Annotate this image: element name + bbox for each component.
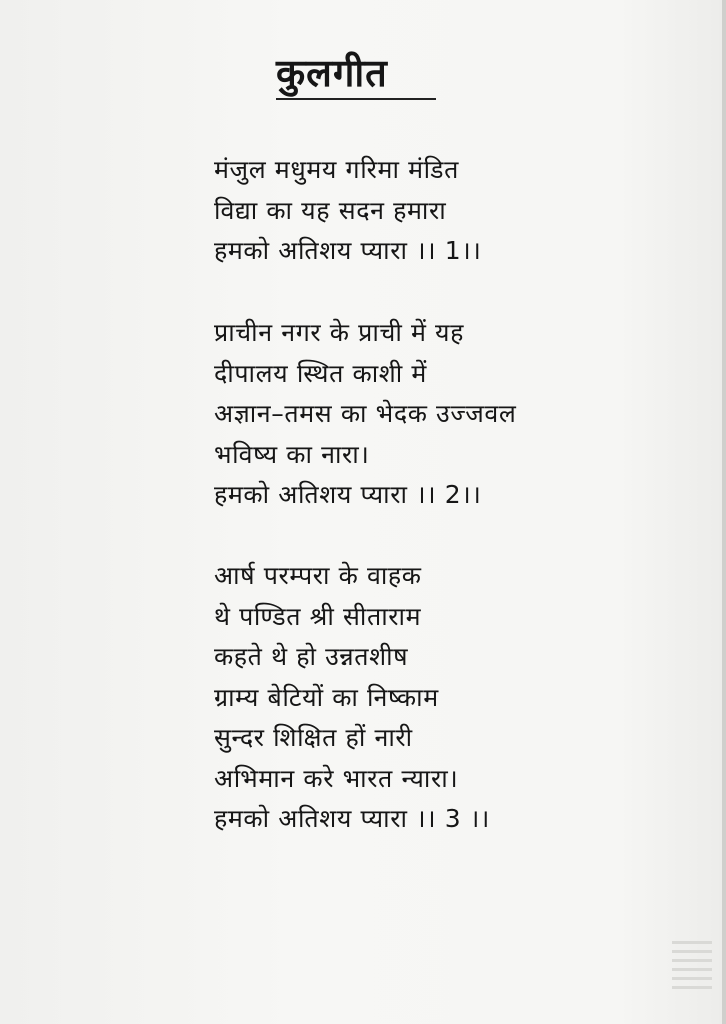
verse-line: प्राचीन नगर के प्राची में यह xyxy=(214,318,465,347)
faded-edge-marks xyxy=(672,935,712,1015)
refrain-line: हमको अतिशय प्यारा ।। 2।। xyxy=(214,480,482,509)
verse-line: आर्ष परम्परा के वाहक xyxy=(214,561,422,590)
verse-line: अभिमान करे भारत न्यारा। xyxy=(214,763,459,793)
verse-line: ग्राम्य बेटियों का निष्काम xyxy=(214,682,439,712)
stanza-1 xyxy=(214,150,481,272)
verse-line: मंजुल मधुमय गरिमा मंडित xyxy=(214,155,459,184)
verse-line: भविष्य का नारा। xyxy=(214,439,370,469)
verse-line: थे पण्डित श्री सीताराम xyxy=(214,601,422,631)
verse-line: दीपालय स्थित काशी में xyxy=(214,358,427,388)
stanza-3 xyxy=(214,556,490,840)
refrain-line: हमको अतिशय प्यारा ।। 3 ।। xyxy=(214,804,490,833)
page-title: कुलगीत xyxy=(276,51,388,95)
page-edge xyxy=(722,0,726,1024)
verse-line: विद्या का यह सदन हमारा xyxy=(214,195,447,225)
refrain-line: हमको अतिशय प्यारा ।। 1।। xyxy=(214,236,482,265)
stanza-2 xyxy=(214,313,516,516)
title-underline xyxy=(276,98,436,100)
verse-line: अज्ञान–तमस का भेदक उज्जवल xyxy=(214,399,517,428)
verse-line: कहते थे हो उन्नतशीष xyxy=(214,642,409,671)
verse-line: सुन्दर शिक्षित हों नारी xyxy=(214,723,413,752)
